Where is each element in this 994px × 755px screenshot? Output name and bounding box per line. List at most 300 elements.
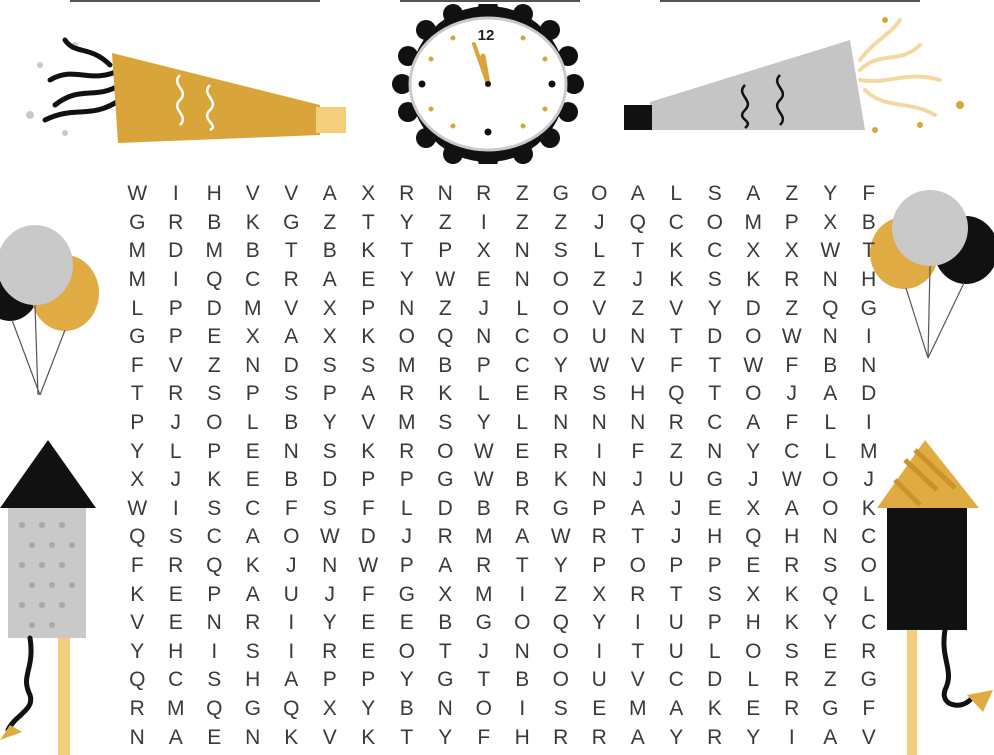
grid-letter-cell[interactable]: L [824,411,837,435]
grid-letter-cell[interactable]: F [130,554,144,578]
grid-letter-cell[interactable]: N [437,182,453,206]
grid-letter-cell[interactable]: C [514,353,530,377]
grid-letter-cell[interactable]: O [552,668,569,692]
grid-letter-cell[interactable]: Y [130,439,145,463]
grid-letter-cell[interactable]: C [245,496,261,520]
grid-letter-cell[interactable]: O [437,439,454,463]
grid-letter-cell[interactable]: O [745,325,762,349]
grid-letter-cell[interactable]: N [206,611,222,635]
grid-letter-cell[interactable]: J [632,468,643,492]
grid-letter-cell[interactable]: V [284,296,299,320]
grid-letter-cell[interactable]: C [784,439,800,463]
grid-letter-cell[interactable]: A [784,496,799,520]
grid-letter-cell[interactable]: M [629,696,647,720]
grid-letter-cell[interactable]: M [475,525,493,549]
grid-letter-cell[interactable]: N [822,325,838,349]
grid-letter-cell[interactable]: N [630,325,646,349]
grid-letter-cell[interactable]: Z [823,668,837,692]
grid-letter-cell[interactable]: R [707,725,723,749]
grid-letter-cell[interactable]: R [476,182,492,206]
grid-letter-cell[interactable]: Z [438,296,452,320]
grid-letter-cell[interactable]: L [400,496,413,520]
grid-letter-cell[interactable]: A [361,382,376,406]
grid-letter-cell[interactable]: K [245,554,260,578]
grid-letter-cell[interactable]: D [745,296,761,320]
grid-letter-cell[interactable]: A [630,496,645,520]
grid-letter-cell[interactable]: H [745,611,761,635]
grid-letter-cell[interactable]: T [669,582,683,606]
grid-letter-cell[interactable]: W [781,325,802,349]
grid-letter-cell[interactable]: J [748,468,759,492]
grid-letter-cell[interactable]: G [860,668,877,692]
grid-letter-cell[interactable]: J [594,210,605,234]
grid-letter-cell[interactable]: X [746,582,761,606]
grid-letter-cell[interactable]: B [245,239,260,263]
grid-letter-cell[interactable]: I [211,639,218,663]
grid-letter-cell[interactable]: P [361,468,376,492]
grid-letter-cell[interactable]: R [514,496,530,520]
grid-letter-cell[interactable]: J [170,411,181,435]
grid-letter-cell[interactable]: R [861,639,877,663]
grid-letter-cell[interactable]: B [438,353,453,377]
grid-letter-cell[interactable]: K [361,325,376,349]
grid-letter-cell[interactable]: T [400,725,414,749]
grid-letter-cell[interactable]: E [361,639,376,663]
grid-letter-cell[interactable]: B [399,696,414,720]
grid-letter-cell[interactable]: G [552,496,569,520]
grid-letter-cell[interactable]: N [553,411,569,435]
grid-letter-cell[interactable]: V [669,296,684,320]
grid-letter-cell[interactable]: R [168,210,184,234]
grid-letter-cell[interactable]: L [169,439,182,463]
grid-letter-cell[interactable]: L [477,382,490,406]
grid-letter-cell[interactable]: T [862,239,876,263]
grid-letter-cell[interactable]: E [245,439,260,463]
grid-letter-cell[interactable]: S [592,382,607,406]
grid-letter-cell[interactable]: W [358,554,379,578]
grid-letter-cell[interactable]: R [553,439,569,463]
grid-letter-cell[interactable]: X [746,239,761,263]
grid-letter-cell[interactable]: Y [130,639,145,663]
grid-letter-cell[interactable]: L [747,668,760,692]
grid-letter-cell[interactable]: E [168,611,183,635]
grid-letter-cell[interactable]: J [170,468,181,492]
grid-letter-cell[interactable]: X [476,239,491,263]
grid-letter-cell[interactable]: G [437,668,454,692]
grid-letter-cell[interactable]: A [322,182,337,206]
grid-letter-cell[interactable]: C [861,611,877,635]
grid-letter-cell[interactable]: B [515,468,530,492]
grid-letter-cell[interactable]: F [361,582,375,606]
grid-letter-cell[interactable]: D [322,468,338,492]
grid-letter-cell[interactable]: R [168,382,184,406]
grid-letter-cell[interactable]: O [514,611,531,635]
grid-letter-cell[interactable]: P [399,468,414,492]
grid-letter-cell[interactable]: Q [129,525,146,549]
grid-letter-cell[interactable]: J [671,525,682,549]
grid-letter-cell[interactable]: V [630,353,645,377]
grid-letter-cell[interactable]: S [438,411,453,435]
grid-letter-cell[interactable]: M [128,268,146,292]
grid-letter-cell[interactable]: B [476,496,491,520]
grid-letter-cell[interactable]: O [552,325,569,349]
grid-letter-cell[interactable]: F [361,496,375,520]
grid-letter-cell[interactable]: F [785,411,799,435]
grid-letter-cell[interactable]: S [168,525,183,549]
grid-letter-cell[interactable]: S [361,353,376,377]
grid-letter-cell[interactable]: A [245,525,260,549]
grid-letter-cell[interactable]: Z [438,210,452,234]
grid-letter-cell[interactable]: P [361,296,376,320]
grid-letter-cell[interactable]: N [399,296,415,320]
grid-letter-cell[interactable]: V [284,182,299,206]
grid-letter-cell[interactable]: G [437,468,454,492]
grid-letter-cell[interactable]: W [473,439,494,463]
grid-letter-cell[interactable]: Q [206,696,223,720]
grid-letter-cell[interactable]: B [823,353,838,377]
grid-letter-cell[interactable]: I [519,696,526,720]
grid-letter-cell[interactable]: P [207,582,222,606]
grid-letter-cell[interactable]: N [822,268,838,292]
grid-letter-cell[interactable]: O [591,182,608,206]
grid-letter-cell[interactable]: Y [322,411,337,435]
grid-letter-cell[interactable]: X [784,239,799,263]
grid-letter-cell[interactable]: F [477,725,491,749]
grid-letter-cell[interactable]: W [473,468,494,492]
grid-letter-cell[interactable]: V [630,668,645,692]
grid-letter-cell[interactable]: K [361,725,376,749]
grid-letter-cell[interactable]: G [706,468,723,492]
grid-letter-cell[interactable]: K [245,210,260,234]
grid-letter-cell[interactable]: Q [552,611,569,635]
grid-letter-cell[interactable]: K [553,468,568,492]
grid-letter-cell[interactable]: S [207,382,222,406]
grid-letter-cell[interactable]: J [632,268,643,292]
grid-letter-cell[interactable]: X [322,296,337,320]
grid-letter-cell[interactable]: F [669,353,683,377]
grid-letter-cell[interactable]: F [631,439,645,463]
grid-letter-cell[interactable]: I [788,725,795,749]
grid-letter-cell[interactable]: A [630,725,645,749]
grid-letter-cell[interactable]: J [324,582,335,606]
grid-letter-cell[interactable]: P [669,554,684,578]
grid-letter-cell[interactable]: F [284,496,298,520]
grid-letter-cell[interactable]: R [245,611,261,635]
grid-letter-cell[interactable]: E [399,611,414,635]
grid-letter-cell[interactable]: X [245,325,260,349]
grid-letter-cell[interactable]: M [744,210,762,234]
grid-letter-cell[interactable]: A [823,382,838,406]
grid-letter-cell[interactable]: Z [669,439,683,463]
grid-letter-cell[interactable]: M [398,411,416,435]
grid-letter-cell[interactable]: Q [822,296,839,320]
grid-letter-cell[interactable]: A [284,325,299,349]
grid-letter-cell[interactable]: X [746,496,761,520]
grid-letter-cell[interactable]: G [398,582,415,606]
grid-letter-cell[interactable]: N [591,411,607,435]
grid-letter-cell[interactable]: A [823,725,838,749]
grid-letter-cell[interactable]: W [127,496,148,520]
grid-letter-cell[interactable]: U [668,611,684,635]
grid-letter-cell[interactable]: L [670,182,683,206]
grid-letter-cell[interactable]: E [207,325,222,349]
grid-letter-cell[interactable]: J [786,382,797,406]
grid-letter-cell[interactable]: R [283,268,299,292]
grid-letter-cell[interactable]: P [322,668,337,692]
grid-letter-cell[interactable]: P [245,382,260,406]
grid-letter-cell[interactable]: O [398,325,415,349]
grid-letter-cell[interactable]: D [206,296,222,320]
grid-letter-cell[interactable]: S [553,239,568,263]
grid-letter-cell[interactable]: R [591,725,607,749]
grid-letter-cell[interactable]: O [552,639,569,663]
grid-letter-cell[interactable]: Z [323,210,337,234]
grid-letter-cell[interactable]: C [168,668,184,692]
grid-letter-cell[interactable]: N [245,353,261,377]
grid-letter-cell[interactable]: N [476,325,492,349]
grid-letter-cell[interactable]: K [130,582,145,606]
grid-letter-cell[interactable]: R [322,639,338,663]
grid-letter-cell[interactable]: Q [206,268,223,292]
grid-letter-cell[interactable]: M [475,582,493,606]
grid-letter-cell[interactable]: N [822,525,838,549]
grid-letter-cell[interactable]: X [592,582,607,606]
grid-letter-cell[interactable]: W [127,182,148,206]
grid-letter-cell[interactable]: H [707,525,723,549]
grid-letter-cell[interactable]: R [591,525,607,549]
grid-letter-cell[interactable]: A [284,668,299,692]
grid-letter-cell[interactable]: B [861,210,876,234]
grid-letter-cell[interactable]: S [322,439,337,463]
grid-letter-cell[interactable]: P [476,353,491,377]
grid-letter-cell[interactable]: I [519,582,526,606]
grid-letter-cell[interactable]: C [668,668,684,692]
grid-letter-cell[interactable]: G [129,325,146,349]
grid-letter-cell[interactable]: K [669,268,684,292]
grid-letter-cell[interactable]: T [400,239,414,263]
grid-letter-cell[interactable]: Z [515,182,529,206]
grid-letter-cell[interactable]: Y [746,725,761,749]
grid-letter-cell[interactable]: S [284,382,299,406]
grid-letter-cell[interactable]: Q [437,325,454,349]
grid-letter-cell[interactable]: J [401,525,412,549]
grid-letter-cell[interactable]: L [516,296,529,320]
grid-letter-cell[interactable]: U [591,668,607,692]
grid-letter-cell[interactable]: P [592,496,607,520]
grid-letter-cell[interactable]: X [823,210,838,234]
grid-letter-cell[interactable]: P [707,611,722,635]
grid-letter-cell[interactable]: O [745,639,762,663]
grid-letter-cell[interactable]: N [322,554,338,578]
grid-letter-cell[interactable]: G [860,296,877,320]
grid-letter-cell[interactable]: Q [129,668,146,692]
grid-letter-cell[interactable]: O [822,468,839,492]
grid-letter-cell[interactable]: B [284,468,299,492]
grid-letter-cell[interactable]: E [823,639,838,663]
grid-letter-cell[interactable]: Q [745,525,762,549]
grid-letter-cell[interactable]: N [514,239,530,263]
grid-letter-cell[interactable]: V [592,296,607,320]
grid-letter-cell[interactable]: Q [668,382,685,406]
grid-letter-cell[interactable]: K [707,696,722,720]
grid-letter-cell[interactable]: T [631,239,645,263]
grid-letter-cell[interactable]: B [284,411,299,435]
grid-letter-cell[interactable]: G [475,611,492,635]
grid-letter-cell[interactable]: D [861,382,877,406]
grid-letter-cell[interactable]: R [399,182,415,206]
grid-letter-cell[interactable]: F [862,182,876,206]
grid-letter-cell[interactable]: P [784,210,799,234]
grid-letter-cell[interactable]: B [322,239,337,263]
grid-letter-cell[interactable]: V [130,611,145,635]
grid-letter-cell[interactable]: D [168,239,184,263]
grid-letter-cell[interactable]: E [245,468,260,492]
grid-letter-cell[interactable]: T [515,554,529,578]
grid-letter-cell[interactable]: Y [322,611,337,635]
grid-letter-cell[interactable]: Z [515,210,529,234]
grid-letter-cell[interactable]: X [438,582,453,606]
grid-letter-cell[interactable]: S [245,639,260,663]
grid-letter-cell[interactable]: K [207,468,222,492]
grid-letter-cell[interactable]: T [631,525,645,549]
grid-letter-cell[interactable]: Y [399,210,414,234]
grid-letter-cell[interactable]: K [746,268,761,292]
grid-letter-cell[interactable]: K [438,382,453,406]
grid-letter-cell[interactable]: I [865,325,872,349]
grid-letter-cell[interactable]: I [596,439,603,463]
grid-letter-cell[interactable]: E [746,696,761,720]
grid-letter-cell[interactable]: I [596,639,603,663]
grid-letter-cell[interactable]: Z [207,353,221,377]
grid-letter-cell[interactable]: N [437,696,453,720]
grid-letter-cell[interactable]: R [129,696,145,720]
grid-letter-cell[interactable]: M [398,353,416,377]
grid-letter-cell[interactable]: N [630,411,646,435]
grid-letter-cell[interactable]: R [784,268,800,292]
grid-letter-cell[interactable]: G [822,696,839,720]
grid-letter-cell[interactable]: S [823,554,838,578]
grid-letter-cell[interactable]: S [707,582,722,606]
grid-letter-cell[interactable]: U [591,325,607,349]
grid-letter-cell[interactable]: O [629,554,646,578]
grid-letter-cell[interactable]: L [131,296,144,320]
grid-letter-cell[interactable]: E [361,268,376,292]
grid-letter-cell[interactable]: H [630,382,646,406]
grid-letter-cell[interactable]: U [283,582,299,606]
grid-letter-cell[interactable]: C [245,268,261,292]
grid-letter-cell[interactable]: O [206,411,223,435]
grid-letter-cell[interactable]: Y [823,182,838,206]
grid-letter-cell[interactable]: E [476,268,491,292]
grid-letter-cell[interactable]: X [322,325,337,349]
grid-letter-cell[interactable]: O [283,525,300,549]
grid-letter-cell[interactable]: R [437,525,453,549]
grid-letter-cell[interactable]: L [246,411,259,435]
grid-letter-cell[interactable]: L [708,639,721,663]
grid-letter-cell[interactable]: A [746,182,761,206]
grid-letter-cell[interactable]: E [515,382,530,406]
grid-letter-cell[interactable]: Y [399,268,414,292]
grid-letter-cell[interactable]: Y [553,554,568,578]
grid-letter-cell[interactable]: R [784,554,800,578]
grid-letter-cell[interactable]: B [207,210,222,234]
grid-letter-cell[interactable]: Y [553,353,568,377]
grid-letter-cell[interactable]: T [361,210,375,234]
grid-letter-cell[interactable]: S [784,639,799,663]
grid-letter-cell[interactable]: L [862,582,875,606]
grid-letter-cell[interactable]: K [361,439,376,463]
grid-letter-cell[interactable]: H [784,525,800,549]
grid-letter-cell[interactable]: P [168,325,183,349]
grid-letter-cell[interactable]: O [706,210,723,234]
grid-letter-cell[interactable]: H [168,639,184,663]
grid-letter-cell[interactable]: B [438,611,453,635]
grid-letter-cell[interactable]: K [784,611,799,635]
grid-letter-cell[interactable]: I [172,268,179,292]
grid-letter-cell[interactable]: J [671,496,682,520]
grid-letter-cell[interactable]: P [707,554,722,578]
grid-letter-cell[interactable]: M [860,439,878,463]
grid-letter-cell[interactable]: I [480,210,487,234]
grid-letter-cell[interactable]: T [631,639,645,663]
grid-letter-cell[interactable]: I [172,182,179,206]
grid-letter-cell[interactable]: W [820,239,841,263]
grid-letter-cell[interactable]: Y [476,411,491,435]
grid-letter-cell[interactable]: H [514,725,530,749]
grid-letter-cell[interactable]: Z [592,268,606,292]
grid-letter-cell[interactable]: P [207,439,222,463]
grid-letter-cell[interactable]: V [322,725,337,749]
grid-letter-cell[interactable]: F [130,353,144,377]
grid-letter-cell[interactable]: N [514,268,530,292]
grid-letter-cell[interactable]: O [822,496,839,520]
grid-letter-cell[interactable]: W [743,353,764,377]
grid-letter-cell[interactable]: V [861,725,876,749]
grid-letter-cell[interactable]: M [128,239,146,263]
grid-letter-cell[interactable]: L [824,439,837,463]
grid-letter-cell[interactable]: C [861,525,877,549]
grid-letter-cell[interactable]: N [283,439,299,463]
grid-letter-cell[interactable]: A [515,525,530,549]
grid-letter-cell[interactable]: Y [746,439,761,463]
grid-letter-cell[interactable]: I [288,611,295,635]
grid-letter-cell[interactable]: T [477,668,491,692]
grid-letter-cell[interactable]: U [668,639,684,663]
grid-letter-cell[interactable]: M [205,239,223,263]
grid-letter-cell[interactable]: J [478,296,489,320]
grid-letter-cell[interactable]: S [322,496,337,520]
grid-letter-cell[interactable]: X [130,468,145,492]
grid-letter-cell[interactable]: P [168,296,183,320]
grid-letter-cell[interactable]: F [785,353,799,377]
grid-letter-cell[interactable]: S [207,668,222,692]
grid-letter-cell[interactable]: P [322,382,337,406]
grid-letter-cell[interactable]: V [168,353,183,377]
grid-letter-cell[interactable]: I [172,496,179,520]
grid-letter-cell[interactable]: O [552,268,569,292]
grid-letter-cell[interactable]: C [707,411,723,435]
grid-letter-cell[interactable]: E [707,496,722,520]
grid-letter-cell[interactable]: P [592,554,607,578]
grid-letter-cell[interactable]: Q [629,210,646,234]
grid-letter-cell[interactable]: A [245,582,260,606]
grid-letter-cell[interactable]: Q [822,582,839,606]
grid-letter-cell[interactable]: R [553,382,569,406]
grid-letter-cell[interactable]: K [284,725,299,749]
grid-letter-cell[interactable]: K [861,496,876,520]
grid-letter-cell[interactable]: T [284,239,298,263]
grid-letter-cell[interactable]: N [514,639,530,663]
